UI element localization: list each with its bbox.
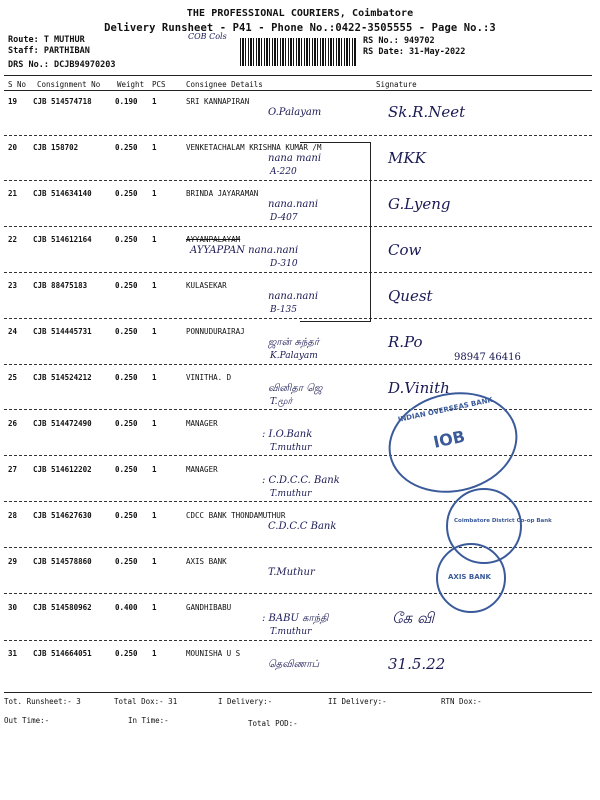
footer-total-pod: Total POD:- — [248, 719, 298, 728]
row-consignee-name: VINITHA. D — [186, 373, 232, 382]
row-consignee-name: MOUNISHA U S — [186, 649, 241, 658]
row-sno: 23 — [8, 281, 18, 290]
barcode — [240, 38, 356, 66]
route-label: Route: T MUTHUR — [8, 35, 85, 45]
row-separator — [4, 364, 592, 365]
row-weight: 0.250 — [115, 649, 138, 658]
row-consignee-name: VENKETACHALAM KRISHNA KUMAR /M — [186, 143, 322, 152]
handwritten-address: : BABU காந்தி — [262, 613, 329, 624]
row-consignee-name: MANAGER — [186, 465, 218, 474]
row-consignment-no: CJB 514612164 — [33, 235, 92, 244]
handwritten-door-no: T.மூர் — [270, 397, 293, 407]
footer-ii-delivery: II Delivery:- — [328, 697, 387, 706]
footer-tot-runsheet: Tot. Runsheet:- 3 — [4, 697, 81, 706]
row-pcs: 1 — [152, 465, 157, 474]
table-row — [0, 557, 600, 567]
handwritten-address: nana.nani — [268, 199, 319, 210]
handwritten-door-no: T.muthur — [270, 489, 312, 499]
handwritten-address: : I.O.Bank — [262, 429, 313, 440]
handwritten-address: AYYAPPAN nana.nani — [190, 245, 299, 256]
handwritten-phone: 98947 46416 — [454, 352, 521, 363]
row-consignee-name: SRI KANNAPIRAN — [186, 97, 250, 106]
recipient-signature: D.Vinith — [388, 379, 450, 397]
row-consignee-name: CDCC BANK THONDAMUTHUR — [186, 511, 286, 520]
drs-label: DRS No.: DCJB94970203 — [8, 60, 116, 70]
staff-label: Staff: PARTHIBAN — [8, 46, 90, 56]
row-sno: 25 — [8, 373, 18, 382]
header-bottom-rule — [4, 90, 592, 91]
col-header-signature: Signature — [376, 80, 417, 89]
row-sno: 27 — [8, 465, 18, 474]
table-row — [0, 603, 600, 613]
row-consignment-no: CJB 514634140 — [33, 189, 92, 198]
col-header-sno: S No — [8, 80, 27, 89]
row-weight: 0.250 — [115, 143, 138, 152]
row-pcs: 1 — [152, 419, 157, 428]
footer-i-delivery: I Delivery:- — [218, 697, 273, 706]
handwritten-door-no: T.muthur — [270, 627, 312, 637]
row-consignment-no: CJB 514472490 — [33, 419, 92, 428]
handwritten-address: nana.nani — [268, 291, 319, 302]
table-row — [0, 327, 600, 337]
handwritten-address: T.Muthur — [268, 567, 315, 578]
row-sno: 29 — [8, 557, 18, 566]
handwritten-door-no: K.Palayam — [270, 351, 318, 361]
row-weight: 0.190 — [115, 97, 138, 106]
header-top-rule — [4, 75, 592, 76]
row-weight: 0.250 — [115, 465, 138, 474]
footer-in-time: In Time:- — [128, 716, 169, 725]
row-weight: 0.250 — [115, 189, 138, 198]
row-pcs: 1 — [152, 281, 157, 290]
row-sno: 24 — [8, 327, 18, 336]
row-sno: 19 — [8, 97, 18, 106]
footer-total-dox: Total Dox:- 31 — [114, 697, 178, 706]
row-sno: 31 — [8, 649, 18, 658]
handwritten-address: தெவிணாப் — [268, 659, 320, 670]
row-consignee-name: AYYANPALAYAM — [186, 235, 241, 244]
row-pcs: 1 — [152, 235, 157, 244]
table-row — [0, 649, 600, 659]
table-row — [0, 97, 600, 107]
table-row — [0, 235, 600, 245]
row-weight: 0.250 — [115, 373, 138, 382]
recipient-signature: Sk.R.Neet — [388, 103, 466, 121]
row-weight: 0.250 — [115, 557, 138, 566]
recipient-signature: G.Lyeng — [388, 195, 451, 213]
row-consignment-no: CJB 514627630 — [33, 511, 92, 520]
row-consignment-no: CJB 514578860 — [33, 557, 92, 566]
col-header-pcs: PCS — [152, 80, 166, 89]
row-sno: 22 — [8, 235, 18, 244]
handwritten-address: : C.D.C.C. Bank — [262, 475, 340, 486]
handwritten-address: வினிதா ஜெ — [268, 383, 323, 394]
row-weight: 0.250 — [115, 235, 138, 244]
axis-stamp-text: AXIS BANK — [448, 573, 491, 581]
row-consignment-no: CJB 88475183 — [33, 281, 88, 290]
recipient-signature: R.Po — [388, 333, 423, 351]
row-consignment-no: CJB 514574718 — [33, 97, 92, 106]
handwritten-door-no: A-220 — [270, 167, 297, 177]
handwritten-door-no: D-407 — [270, 213, 298, 223]
col-header-weight: Weight — [117, 80, 145, 89]
handwritten-door-no: T.muthur — [270, 443, 312, 453]
table-row — [0, 189, 600, 199]
row-consignee-name: PONNUDURAIRAJ — [186, 327, 245, 336]
row-consignment-no: CJB 514524212 — [33, 373, 92, 382]
row-separator — [4, 640, 592, 641]
rs-number: RS No.: 949702 — [363, 36, 435, 46]
row-consignee-name: GANDHIBABU — [186, 603, 232, 612]
axis-bank-stamp — [436, 543, 506, 613]
runsheet-title: Delivery Runsheet - P41 - Phone No.:0422-3505555 - Page No.:3 — [104, 22, 496, 34]
cob-handwritten-note: COB Cols — [188, 32, 227, 41]
row-pcs: 1 — [152, 327, 157, 336]
row-separator — [4, 272, 592, 273]
row-consignment-no: CJB 514445731 — [33, 327, 92, 336]
row-weight: 0.250 — [115, 419, 138, 428]
recipient-signature: Quest — [388, 287, 433, 305]
row-pcs: 1 — [152, 189, 157, 198]
handwritten-door-no: D-310 — [270, 259, 298, 269]
row-separator — [4, 593, 592, 594]
handwritten-address: C.D.C.C Bank — [268, 521, 337, 532]
row-pcs: 1 — [152, 511, 157, 520]
handwritten-address: ஜான் சுந்தர் — [268, 337, 320, 348]
bracket-vertical-line — [370, 142, 371, 322]
row-sno: 28 — [8, 511, 18, 520]
row-consignment-no: CJB 514664051 — [33, 649, 92, 658]
iob-bank-stamp — [379, 381, 527, 505]
col-header-details: Consignee Details — [186, 80, 263, 89]
company-title: THE PROFESSIONAL COURIERS, Coimbatore — [186, 8, 414, 19]
recipient-signature: கே வி — [392, 609, 435, 627]
row-consignee-name: BRINDA JAYARAMAN — [186, 189, 259, 198]
table-row — [0, 281, 600, 291]
footer-top-rule — [4, 692, 592, 693]
handwritten-address: nana mani — [268, 153, 322, 164]
handwritten-door-no: B-135 — [270, 305, 297, 315]
rs-date: RS Date: 31-May-2022 — [363, 47, 466, 57]
row-weight: 0.250 — [115, 511, 138, 520]
col-header-consignment: Consignment No — [37, 80, 101, 89]
row-weight: 0.250 — [115, 281, 138, 290]
row-separator — [4, 226, 592, 227]
row-weight: 0.250 — [115, 327, 138, 336]
iob-stamp-text: INDIAN OVERSEAS BANK — [397, 395, 494, 424]
row-pcs: 1 — [152, 557, 157, 566]
footer-out-time: Out Time:- — [4, 716, 50, 725]
row-consignment-no: CJB 158702 — [33, 143, 79, 152]
row-consignee-name: KULASEKAR — [186, 281, 227, 290]
row-consignment-no: CJB 514580962 — [33, 603, 92, 612]
row-sno: 26 — [8, 419, 18, 428]
table-row — [0, 465, 600, 475]
row-pcs: 1 — [152, 97, 157, 106]
row-separator — [4, 180, 592, 181]
row-consignee-name: MANAGER — [186, 419, 218, 428]
recipient-signature: Cow — [388, 241, 422, 259]
footer-rtn-dox: RTN Dox:- — [441, 697, 482, 706]
row-consignment-no: CJB 514612202 — [33, 465, 92, 474]
table-row — [0, 143, 600, 153]
row-consignee-name: AXIS BANK — [186, 557, 227, 566]
row-weight: 0.400 — [115, 603, 138, 612]
cdcc-stamp-text: Coimbatore District Co-op Bank — [454, 518, 552, 524]
recipient-signature: MKK — [388, 149, 426, 167]
row-pcs: 1 — [152, 143, 157, 152]
row-pcs: 1 — [152, 373, 157, 382]
bracket-top-line — [300, 142, 370, 143]
row-sno: 20 — [8, 143, 18, 152]
row-sno: 30 — [8, 603, 18, 612]
row-sno: 21 — [8, 189, 18, 198]
bracket-bottom-line — [300, 321, 370, 322]
row-pcs: 1 — [152, 649, 157, 658]
table-row — [0, 373, 600, 383]
iob-stamp-monogram: IOB — [431, 426, 467, 452]
row-pcs: 1 — [152, 603, 157, 612]
recipient-signature: 31.5.22 — [388, 655, 446, 673]
row-separator — [4, 135, 592, 136]
handwritten-address: O.Palayam — [268, 107, 322, 118]
row-separator — [4, 318, 592, 319]
